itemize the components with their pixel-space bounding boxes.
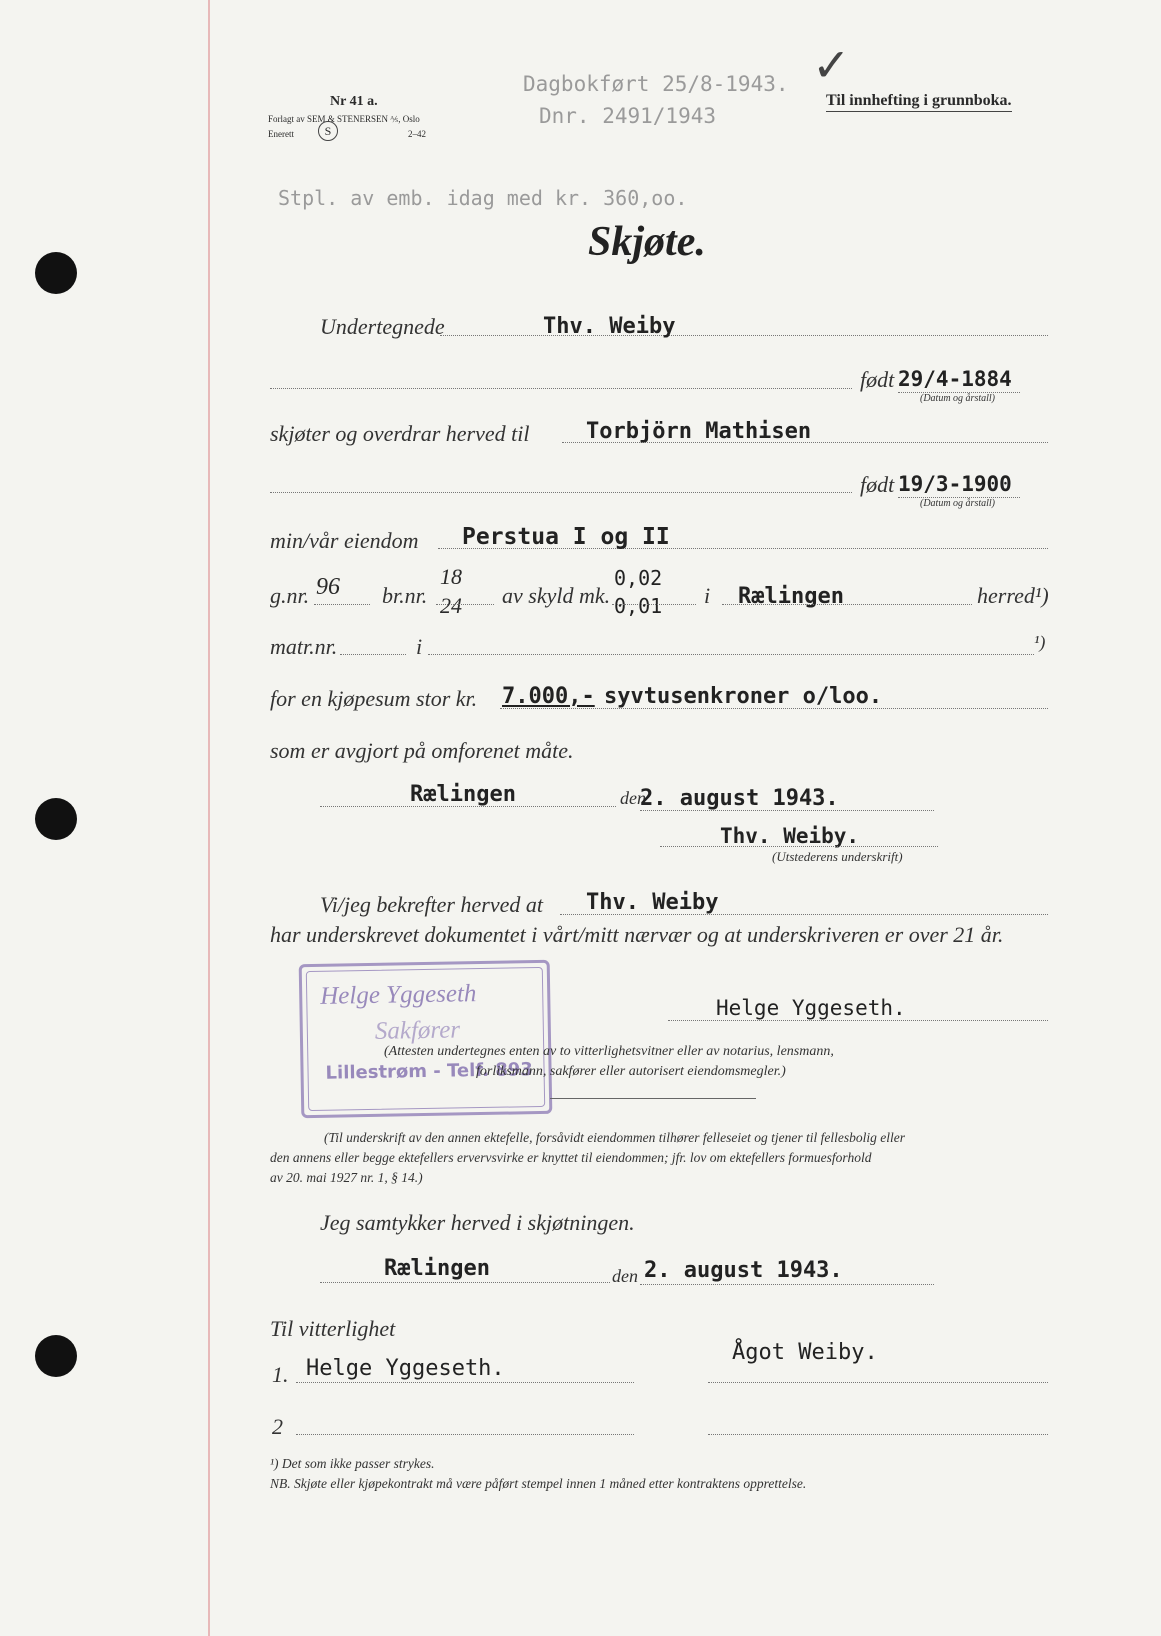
- signing-date-line: [640, 810, 934, 811]
- seller-name: Thv. Weiby: [543, 314, 676, 339]
- skyld-line: [612, 604, 696, 605]
- spouse-signature-line: [708, 1382, 1048, 1383]
- seller-label: Undertegnede: [320, 314, 445, 339]
- seller-blank-line: [270, 388, 852, 389]
- stamp-address: Lillestrøm - Telf. 893: [325, 1059, 534, 1084]
- buyer-born-hint: (Datum og årstall): [920, 498, 995, 509]
- consent-den: den: [612, 1266, 638, 1286]
- filing-note: Til innhefting i grunnboka.: [826, 92, 1012, 112]
- consent-text: Jeg samtykker herved i skjøtningen.: [320, 1210, 635, 1235]
- price-line: [500, 708, 1048, 709]
- attestation-name: Thv. Weiby: [586, 890, 719, 915]
- gnr-label: g.nr.: [270, 583, 310, 608]
- attestation-line: [560, 914, 1048, 915]
- consent-date: 2. august 1943.: [644, 1258, 843, 1283]
- witness-signature: Helge Yggeseth.: [716, 996, 906, 1020]
- publisher-line: Forlagt av SEM & STENERSEN ⅍, Oslo: [268, 114, 420, 124]
- seller-line: [440, 335, 1048, 336]
- document-title: Skjøte.: [588, 219, 706, 265]
- witness1-line: [296, 1382, 634, 1383]
- publisher-logo: S: [318, 121, 338, 141]
- witness1-name: Helge Yggeseth.: [306, 1356, 505, 1381]
- stamp-name: Helge Yggeseth: [320, 980, 477, 1010]
- matr-municipality-line: [428, 654, 1034, 655]
- signing-place: Rælingen: [410, 782, 516, 807]
- stamp-title: Sakfører: [374, 1016, 461, 1045]
- buyer-born-label: født: [860, 472, 895, 497]
- transfer-label: skjøter og overdrar herved til: [270, 421, 530, 446]
- punch-hole-top: [35, 252, 77, 294]
- punch-hole-bottom: [35, 1335, 77, 1377]
- attestation-note-line2: forliksmann, sakfører eller autorisert eiendomsmegler.): [476, 1064, 786, 1079]
- registry-number: Dnr. 2491/1943: [539, 104, 717, 128]
- gnr-line: [314, 604, 370, 605]
- attestation-note-line1: (Attesten undertegnes enten av to vitterlighetsvitner eller av notarius, lensmann,: [384, 1044, 834, 1059]
- check-mark: ✓: [812, 38, 851, 92]
- signing-den: den: [620, 788, 646, 808]
- witness2-number: 2: [272, 1414, 283, 1439]
- municipality-name: Rælingen: [738, 584, 844, 609]
- price-amount: 7.000,-: [502, 684, 595, 709]
- attestation-text: har underskrevet dokumentet i vårt/mitt nærvær og at underskriveren er over 21 år.: [270, 922, 1004, 947]
- attestation-label: Vi/jeg bekrefter herved at: [320, 892, 543, 917]
- matr-i-label: i: [416, 634, 423, 659]
- herred-label: herred¹): [977, 583, 1049, 608]
- footnote-1: ¹) Det som ikke passer strykes.: [270, 1456, 435, 1471]
- gnr-value: 96: [316, 574, 340, 600]
- price-words: syvtusenkroner o/loo.: [604, 684, 883, 709]
- second-witness-line: [550, 1098, 756, 1099]
- signing-date: 2. august 1943.: [640, 786, 839, 811]
- bnr-top: 18: [440, 564, 462, 589]
- footnote-2: NB. Skjøte eller kjøpekontrakt må være påført stempel innen 1 måned etter kontraktens opprettelse.: [270, 1476, 807, 1491]
- buyer-blank-line: [270, 492, 852, 493]
- registry-note: Dagbokført 25/8-1943.: [523, 72, 789, 96]
- matr-note: ¹): [1034, 632, 1046, 652]
- punch-hole-middle: [35, 798, 77, 840]
- spouse-note-line3: av 20. mai 1927 nr. 1, § 14.): [270, 1170, 423, 1185]
- signing-place-line: [320, 806, 616, 807]
- property-name: Perstua I og II: [462, 524, 670, 550]
- skyld-top: 0,02: [614, 566, 663, 590]
- municipality-line: [722, 604, 972, 605]
- spouse-signature: Ågot Weiby.: [732, 1340, 878, 1365]
- spouse-note-line2: den annens eller begge ektefellers ervervsvirke er knyttet til eiendommen; jfr. lov om ektefellers formuesforhold: [270, 1150, 872, 1165]
- municipality-i-label: i: [704, 583, 711, 608]
- form-number: Nr 41 a.: [330, 94, 378, 109]
- property-label: min/vår eiendom: [270, 528, 419, 553]
- skyld-label: av skyld mk.: [502, 583, 611, 608]
- buyer-born-date: 19/3-1900: [898, 472, 1012, 496]
- seller-born-hint: (Datum og årstall): [920, 393, 995, 404]
- consent-date-line: [640, 1284, 934, 1285]
- issuer-signature: Thv. Weiby.: [720, 824, 860, 848]
- spouse-note-line1: (Til underskrift av den annen ektefelle, forsåvidt eiendommen tilhører felleseiet og tjener til fellesbolig eller: [324, 1130, 905, 1145]
- settled-text: som er avgjort på omforenet måte.: [270, 738, 574, 763]
- bnr-label: br.nr.: [382, 583, 428, 608]
- consent-place-line: [320, 1282, 610, 1283]
- consent-place: Rælingen: [384, 1256, 490, 1281]
- publisher-date: 2–42: [408, 129, 426, 139]
- skyld-bottom: 0,01: [614, 594, 663, 618]
- margin-line: [208, 0, 210, 1636]
- bnr-bottom: 24: [440, 593, 462, 618]
- issuer-signature-hint: (Utstederens underskrift): [772, 849, 903, 864]
- seller-born-date: 29/4-1884: [898, 367, 1012, 391]
- witness2-line: [296, 1434, 634, 1435]
- seller-born-label: født: [860, 367, 895, 392]
- witness-heading: Til vitterlighet: [270, 1316, 396, 1341]
- lawyer-stamp: [299, 960, 553, 1118]
- witness1-number: 1.: [272, 1362, 289, 1387]
- matr-label: matr.nr.: [270, 634, 338, 659]
- publisher-enerett: Enerett: [268, 129, 294, 139]
- stamp-duty-note: Stpl. av emb. idag med kr. 360,oo.: [278, 186, 688, 210]
- witness-signature-line: [668, 1020, 1048, 1021]
- issuer-signature-line: [660, 846, 938, 847]
- price-label: for en kjøpesum stor kr.: [270, 686, 478, 711]
- buyer-name: Torbjörn Mathisen: [586, 419, 812, 444]
- matr-line: [340, 654, 406, 655]
- bnr-line: [436, 604, 494, 605]
- spouse-line-2: [708, 1434, 1048, 1435]
